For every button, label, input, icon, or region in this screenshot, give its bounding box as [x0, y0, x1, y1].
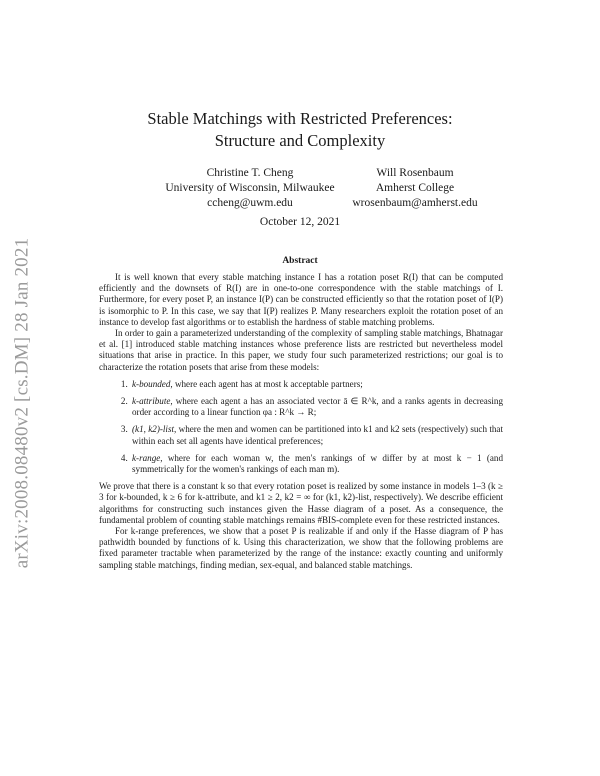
author-name: Christine T. Cheng — [206, 167, 294, 179]
list-item-text: , where the men and women can be partitioned into k1 and k2 sets (respectively) such that within each set all agents have identical preferences; — [132, 424, 503, 446]
paper-date: October 12, 2021 — [259, 216, 341, 228]
paper-title-line-2: Structure and Complexity — [214, 131, 386, 150]
list-item-text: , where each agent a has an associated vector ā ∈ R^k, and a ranks agents in decreasing order according to a linear function φa : R^k → R; — [132, 396, 503, 418]
abstract-paragraph: We prove that there is a constant k so that every rotation poset is realized by some instance in models 1–3 (k ≥ 3 for k-bounded, k ≥ 6 for k-attribute, and k1 ≥ 2, k2 = ∞ for (k1, k2)-list, respectively). We describe efficient algorithms for constructing such instances given the Hasse diagram of a poset. As a consequence, the fundamental problem of counting stable matchings remains #BIS-complete even for these restricted instances. — [99, 481, 503, 525]
list-item — [130, 453, 503, 475]
list-item-term: k-attribute — [132, 396, 171, 407]
list-item — [130, 396, 503, 418]
author-affiliation: University of Wisconsin, Milwaukee — [165, 182, 335, 194]
list-item-term: (k1, k2)-list — [132, 424, 175, 435]
author-email: wrosenbaum@amherst.edu — [352, 197, 478, 209]
author-email: ccheng@uwm.edu — [207, 197, 293, 209]
list-item-text: , where for each woman w, the men's rankings of w differ by at most k − 1 (and symmetrically for the women's rankings of each man m). — [132, 452, 503, 475]
arxiv-identifier-text: arXiv:2008.08480v2 [cs.DM] 28 Jan 2021 — [11, 237, 33, 569]
list-item-term: k-bounded — [132, 378, 171, 389]
abstract-body — [99, 272, 503, 571]
abstract-paragraph: It is well known that every stable matching instance I has a rotation poset R(I) that can be computed efficiently and the downsets of R(I) are in one-to-one correspondence with the stable matchings of I. Furthermore, for every poset P, an instance I(P) can be constructed efficiently so that the rotation poset of I(P) is isomorphic to P. In this case, we say that I(P) realizes P. Many researchers exploit the rotation poset of an instance to develop fast algorithms or to establish the hardness of stable matching problems. — [99, 272, 503, 327]
abstract-heading: Abstract — [282, 256, 318, 266]
list-item-term: k-range — [132, 452, 161, 463]
author-block-2 — [320, 166, 510, 211]
paper-title-line-1: Stable Matchings with Restricted Preferences: — [147, 109, 453, 128]
abstract-paragraph: For k-range preferences, we show that a poset P is realizable if and only if the Hasse diagram of P has pathwidth bounded by functions of k. Using this characterization, we show that the following problems are fixed parameter tractable when parameterized by the range of the instance: exactly counting and uniformly sampling stable matchings, finding median, sex-equal, and balanced stable matchings. — [99, 526, 503, 570]
list-item — [130, 379, 503, 390]
author-affiliation: Amherst College — [375, 182, 455, 194]
arxiv-identifier — [2, 208, 42, 598]
list-item — [130, 424, 503, 446]
abstract-paragraph: In order to gain a parameterized understanding of the complexity of sampling stable matchings, Bhatnagar et al. [1] introduced stable matching instances whose preference lists are restricted but nevertheless model situations that arise in practice. In this paper, we study four such parameterized restrictions; our goal is to characterize the rotation posets that arise from these models: — [99, 328, 503, 372]
restriction-list — [99, 379, 503, 475]
list-item-text: , where each agent has at most k acceptable partners; — [170, 378, 363, 389]
author-name: Will Rosenbaum — [376, 167, 454, 179]
